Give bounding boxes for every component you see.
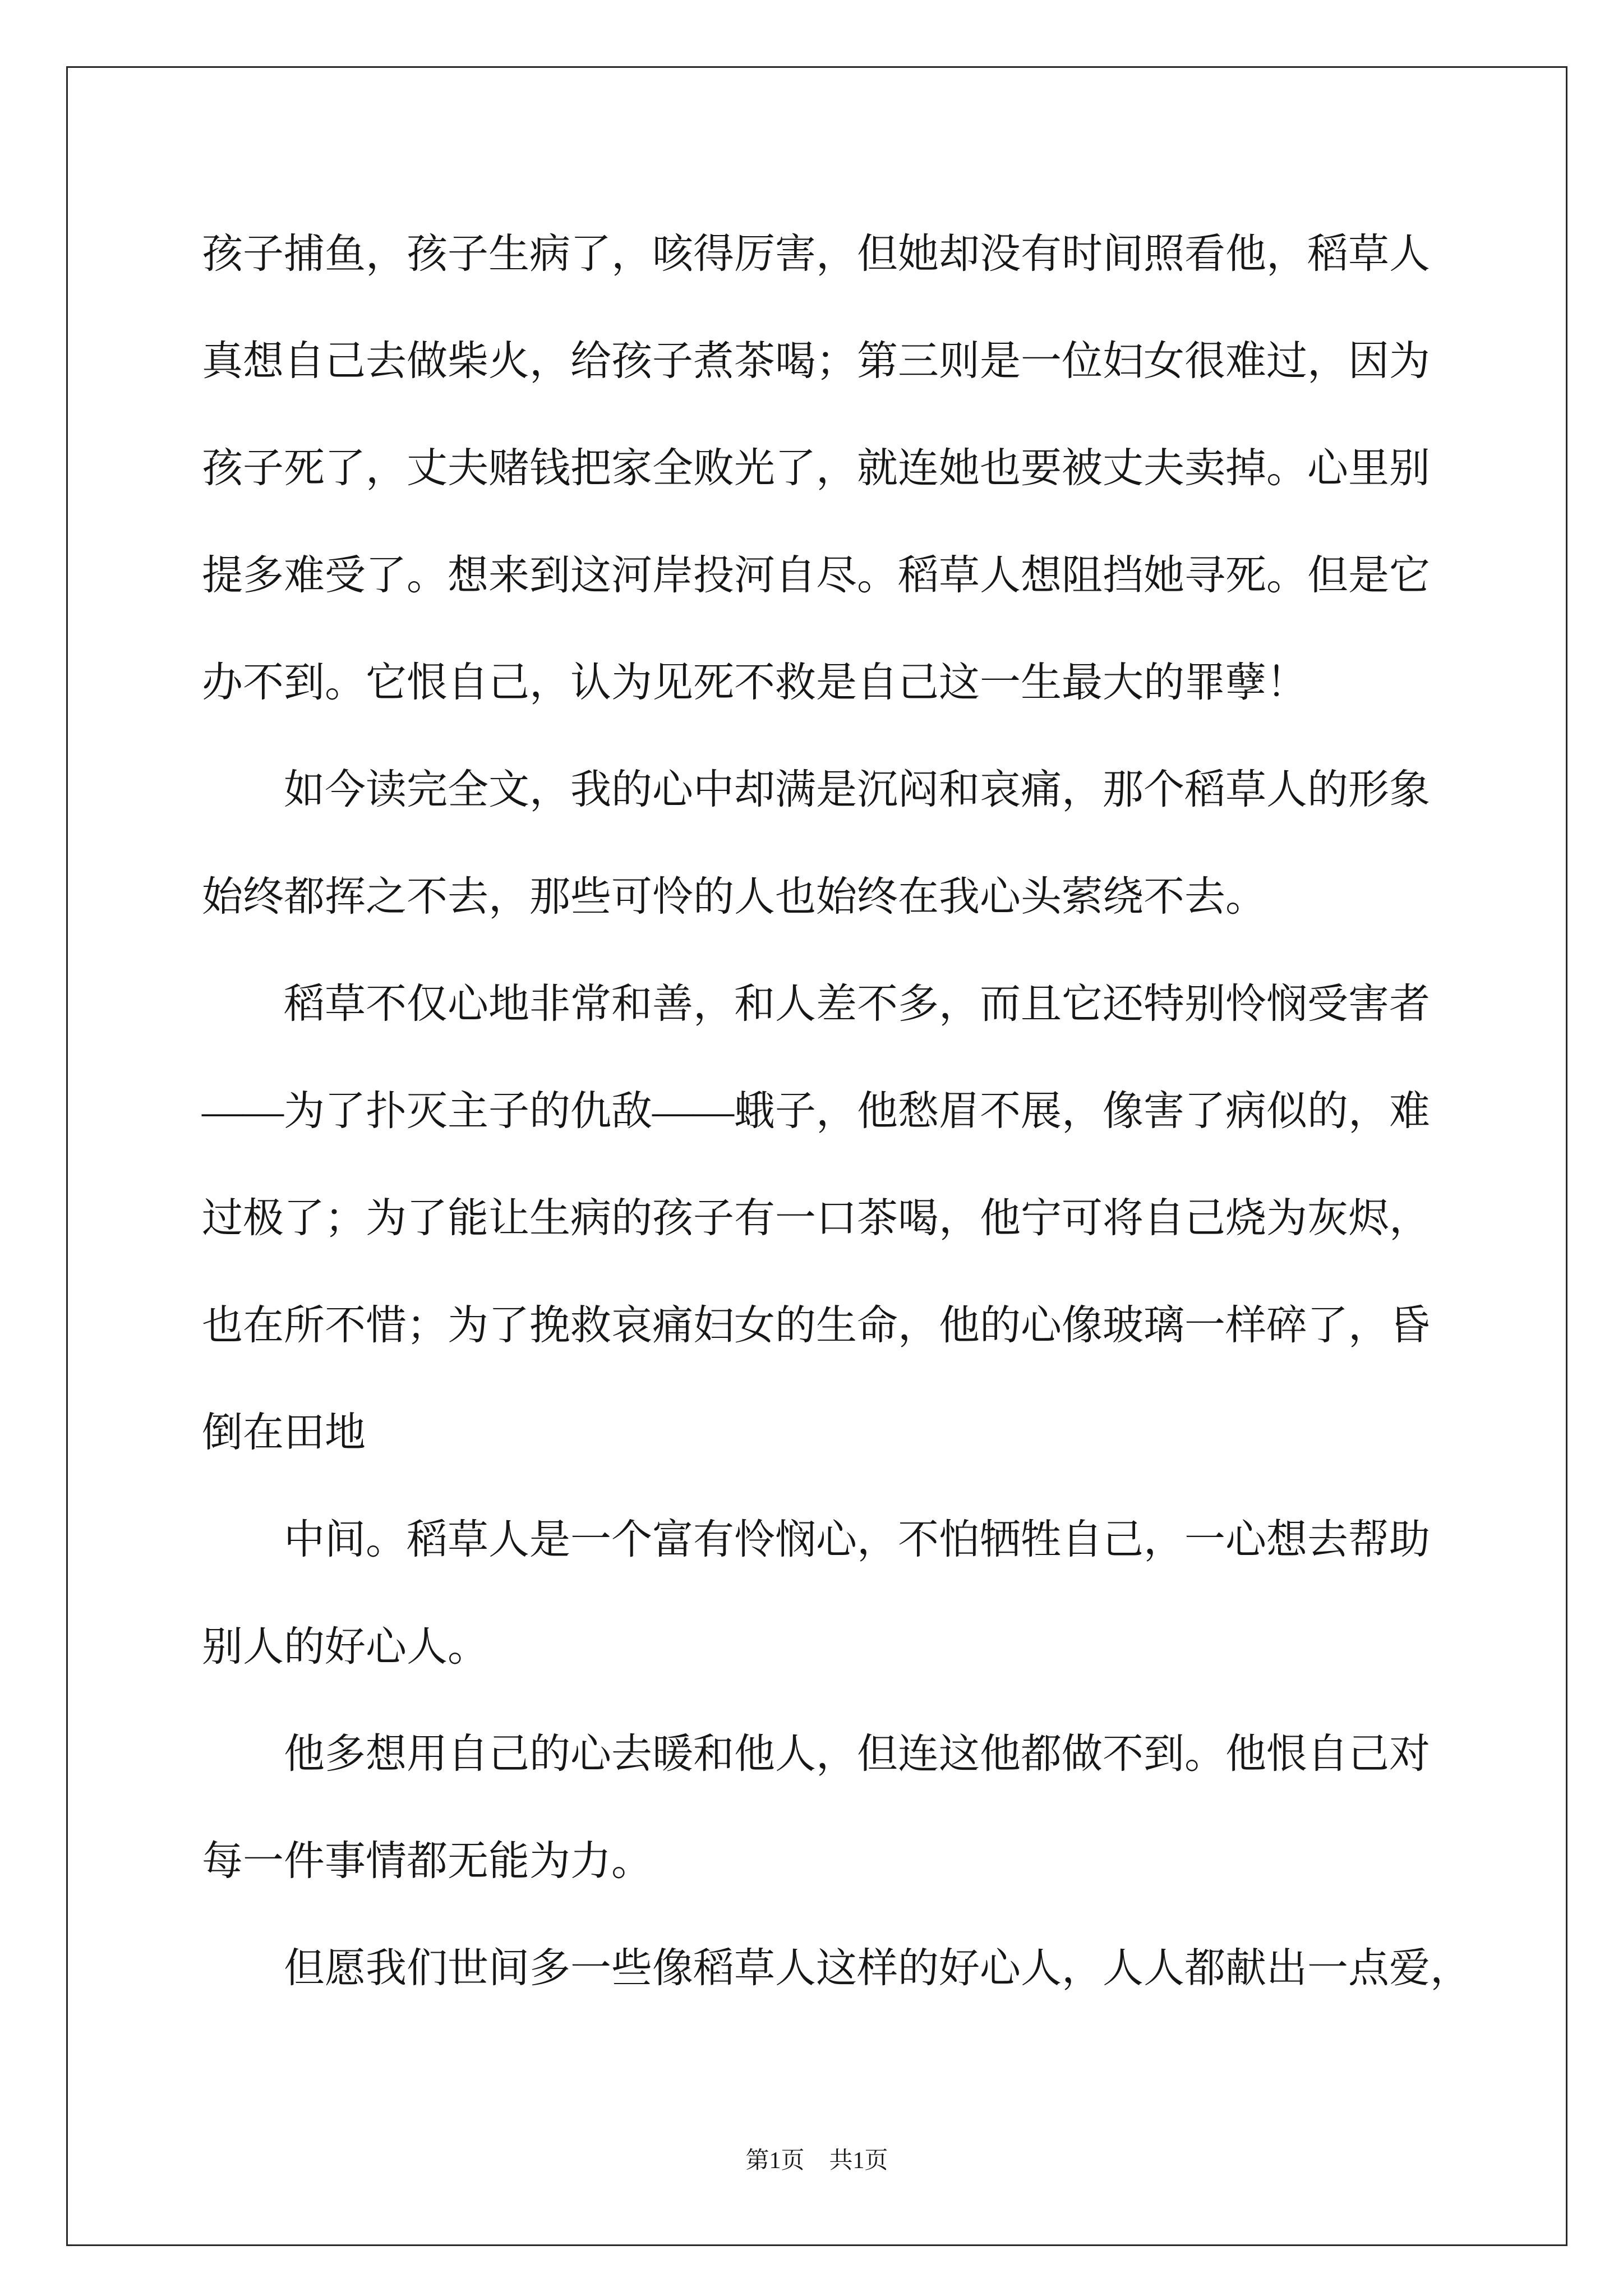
text-line: 也在所不惜；为了挽救哀痛妇女的生命，他的心像玻璃一样碎了，昏 bbox=[202, 1303, 1430, 1348]
text-line: 中间。稻草人是一个富有怜悯心，不怕牺牲自己，一心想去帮助 bbox=[284, 1517, 1430, 1562]
current-page-label: 第1页 bbox=[745, 2148, 805, 2174]
paragraph bbox=[202, 1486, 1492, 1700]
text-line: 过极了；为了能让生病的孩子有一口茶喝，他宁可将自己烧为灰烬， bbox=[202, 1195, 1430, 1241]
text-line: 提多难受了。想来到这河岸投河自尽。稻草人想阻挡她寻死。但是它 bbox=[202, 553, 1430, 598]
page-footer bbox=[66, 2144, 1567, 2178]
text-line: 孩子捕鱼，孩子生病了，咳得厉害，但她却没有时间照看他，稻草人 bbox=[202, 231, 1430, 277]
paragraph bbox=[202, 200, 1492, 736]
paragraph bbox=[202, 1700, 1492, 1915]
text-line: 孩子死了，丈夫赌钱把家全败光了，就连她也要被丈夫卖掉。心里别 bbox=[202, 445, 1430, 491]
text-line: 始终都挥之不去，那些可怜的人也始终在我心头萦绕不去。 bbox=[202, 874, 1266, 919]
paragraph bbox=[202, 950, 1492, 1486]
body-text bbox=[202, 200, 1492, 2022]
paragraph bbox=[202, 736, 1492, 950]
text-line: 稻草不仅心地非常和善，和人差不多，而且它还特别怜悯受害者 bbox=[284, 981, 1430, 1027]
text-line: 办不到。它恨自己，认为见死不救是自己这一生最大的罪孽！ bbox=[202, 660, 1307, 705]
text-line: 倒在田地 bbox=[202, 1410, 366, 1455]
text-line: 但愿我们世间多一些像稻草人这样的好心人，人人都献出一点爱， bbox=[284, 1945, 1471, 1991]
text-line: ——为了扑灭主子的仇敌——蛾子，他愁眉不展，像害了病似的，难 bbox=[202, 1088, 1430, 1134]
text-line: 真想自己去做柴火，给孩子煮茶喝；第三则是一位妇女很难过，因为 bbox=[202, 338, 1430, 384]
text-line: 如今读完全文，我的心中却满是沉闷和哀痛，那个稻草人的形象 bbox=[284, 767, 1430, 812]
total-pages-label: 共1页 bbox=[829, 2148, 888, 2174]
paragraph bbox=[202, 1915, 1492, 2022]
text-line: 别人的好心人。 bbox=[202, 1624, 488, 1669]
text-line: 他多想用自己的心去暖和他人，但连这他都做不到。他恨自己对 bbox=[284, 1731, 1430, 1777]
text-line: 每一件事情都无能为力。 bbox=[202, 1838, 652, 1884]
